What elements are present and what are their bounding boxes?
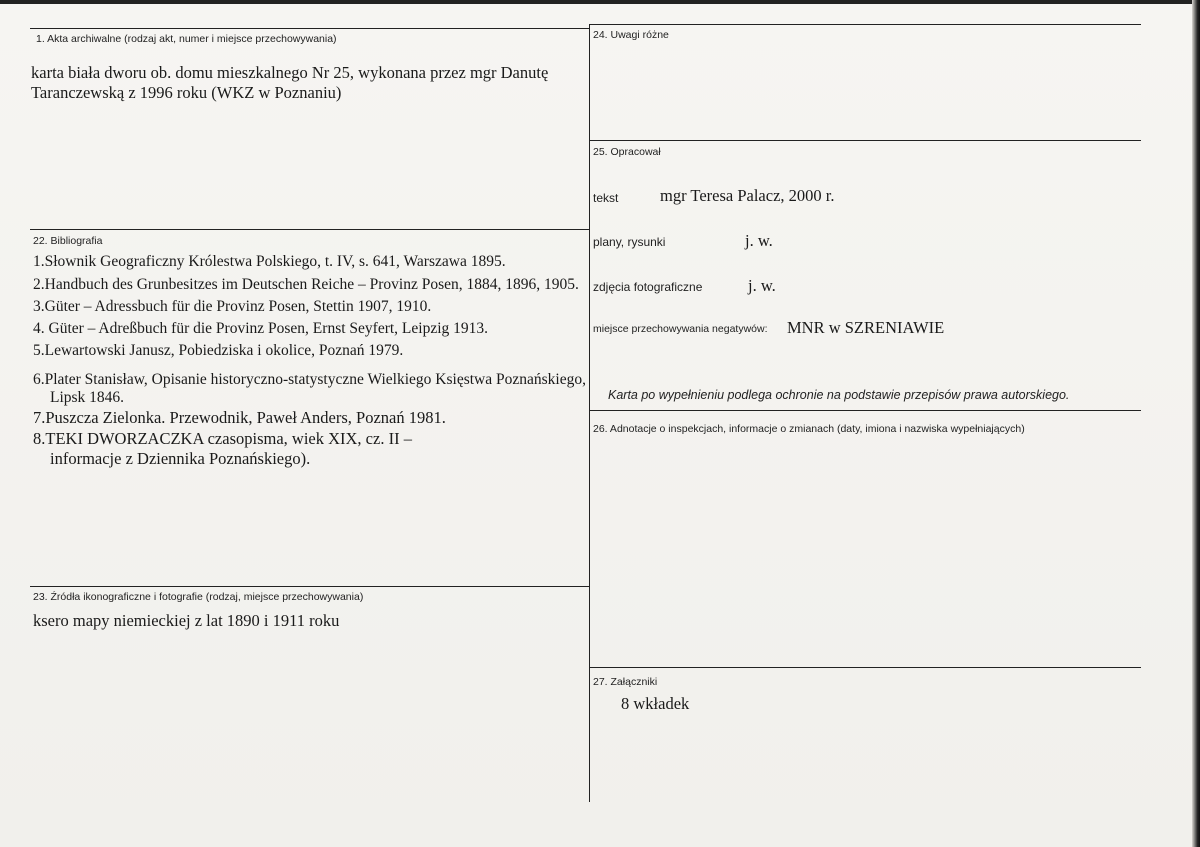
author-drawings-label: plany, rysunki: [593, 235, 666, 249]
section-26-label: 26. Adnotacje o inspekcjach, informacje o zmianach (daty, imiona i nazwiska wypełniających): [593, 423, 1025, 435]
scan-edge-right: [1192, 0, 1200, 847]
section-23-label: 23. Źródła ikonograficzne i fotografie (rodzaj, miejsce przechowywania): [33, 591, 364, 603]
scan-edge-top: [0, 0, 1200, 4]
section-23-text: ksero mapy niemieckiej z lat 1890 i 1911 roku: [33, 611, 340, 630]
section-22-label: 22. Bibliografia: [33, 235, 103, 247]
bibliography-item: 6.Plater Stanisław, Opisanie historyczno-statystyczne Wielkiego Księstwa Poznańskiego,: [33, 371, 586, 388]
divider-left-23: [30, 586, 590, 587]
section-27-text: 8 wkładek: [621, 694, 690, 713]
divider-top-left: [30, 28, 590, 29]
bibliography-item: 5.Lewartowski Janusz, Pobiedziska i okolice, Poznań 1979.: [33, 342, 404, 359]
section-24-label: 24. Uwagi różne: [593, 29, 669, 41]
author-text-label: tekst: [593, 191, 619, 205]
negatives-location-value: MNR w SZRENIAWIE: [787, 318, 945, 337]
author-photos-value: j. w.: [748, 276, 776, 295]
author-drawings-value: j. w.: [745, 231, 773, 250]
bibliography-item-continuation: informacje z Dziennika Poznańskiego).: [50, 449, 311, 468]
section-27-label: 27. Załączniki: [593, 676, 658, 688]
section-1-label: 1. Akta archiwalne (rodzaj akt, numer i miejsce przechowywania): [36, 33, 337, 45]
section-25-label: 25. Opracował: [593, 146, 661, 158]
bibliography-item-continuation: Lipsk 1846.: [50, 389, 125, 406]
divider-left-22: [30, 229, 590, 230]
copyright-note: Karta po wypełnieniu podlega ochronie na podstawie przepisów prawa autorskiego.: [608, 388, 1070, 402]
section-1-line-1: karta biała dworu ob. domu mieszkalnego Nr 25, wykonana przez mgr Danutę: [31, 63, 549, 82]
divider-right-27: [590, 667, 1141, 668]
negatives-location-label: miejsce przechowywania negatywów:: [593, 323, 768, 335]
author-photos-label: zdjęcia fotograficzne: [593, 280, 703, 294]
bibliography-item: 1.Słownik Geograficzny Królestwa Polskiego, t. IV, s. 641, Warszawa 1895.: [33, 253, 506, 270]
section-1-line-2: Taranczewską z 1996 roku (WKZ w Poznaniu): [31, 83, 342, 102]
divider-right-26: [590, 410, 1141, 411]
bibliography-item: 2.Handbuch des Grunbesitzes im Deutschen Reiche – Provinz Posen, 1884, 1896, 1905.: [33, 276, 579, 293]
divider-top-right: [590, 24, 1141, 25]
author-text-value: mgr Teresa Palacz, 2000 r.: [660, 186, 835, 205]
bibliography-item: 4. Güter – Adreßbuch für die Provinz Posen, Ernst Seyfert, Leipzig 1913.: [33, 320, 489, 337]
bibliography-item: 7.Puszcza Zielonka. Przewodnik, Paweł Anders, Poznań 1981.: [33, 408, 446, 427]
divider-right-25: [590, 140, 1141, 141]
bibliography-item: 8.TEKI DWORZACZKA czasopisma, wiek XIX, cz. II –: [33, 429, 412, 448]
bibliography-item: 3.Güter – Adressbuch für die Provinz Posen, Stettin 1907, 1910.: [33, 298, 432, 315]
